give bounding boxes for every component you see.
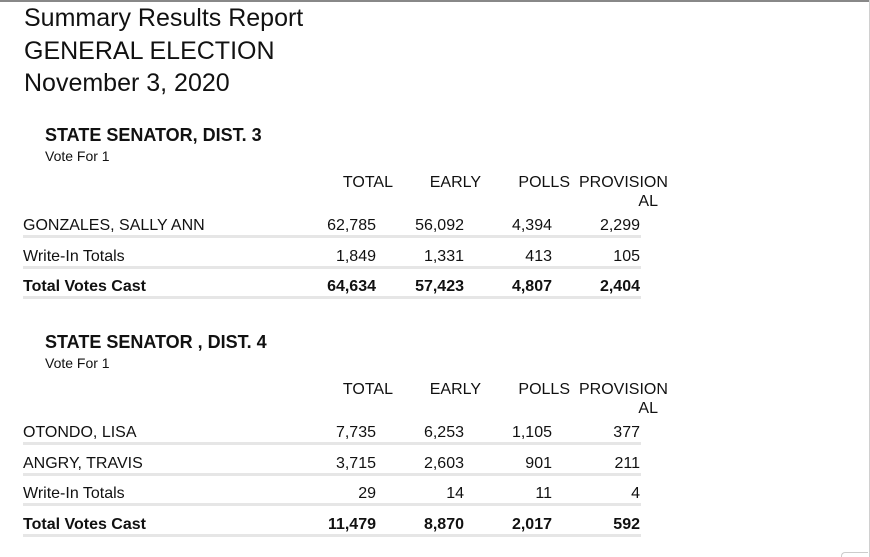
early-votes: 1,331	[423, 248, 464, 265]
candidate-name: OTONDO, LISA	[23, 424, 137, 441]
provisional-votes: 211	[614, 455, 640, 472]
provisional-votes: 105	[613, 248, 640, 265]
election-name: GENERAL ELECTION	[24, 37, 275, 65]
column-header-polls: POLLS	[518, 381, 570, 398]
early-votes: 6,253	[423, 424, 464, 441]
row-divider	[23, 473, 641, 476]
vote-for-label: Vote For 1	[45, 148, 110, 164]
row-divider	[23, 503, 641, 506]
total-votes: 64,634	[327, 278, 376, 295]
column-header-polls: POLLS	[518, 174, 570, 191]
column-header-provisional-wrap: AL	[638, 193, 658, 210]
column-header-total: TOTAL	[342, 174, 393, 191]
early-votes: 57,423	[415, 278, 464, 295]
provisional-votes: 2,299	[599, 217, 640, 234]
column-header-total: TOTAL	[342, 381, 393, 398]
candidate-name: GONZALES, SALLY ANN	[23, 217, 205, 234]
total-votes: 1,849	[335, 248, 376, 265]
polls-votes: 11	[535, 485, 552, 502]
polls-votes: 4,807	[511, 278, 552, 295]
provisional-votes: 2,404	[599, 278, 640, 295]
row-divider	[23, 266, 641, 269]
column-header-provisional: PROVISION	[579, 174, 668, 191]
row-divider	[23, 534, 641, 537]
total-votes: 7,735	[335, 424, 376, 441]
provisional-votes: 377	[613, 424, 640, 441]
polls-votes: 413	[525, 248, 552, 265]
early-votes: 2,603	[423, 455, 464, 472]
polls-votes: 1,105	[511, 424, 552, 441]
total-votes: 11,479	[327, 516, 376, 533]
total-label: Total Votes Cast	[23, 516, 146, 533]
column-header-early: EARLY	[429, 381, 481, 398]
provisional-votes: 592	[613, 516, 640, 533]
total-votes: 62,785	[327, 217, 376, 234]
race-title: STATE SENATOR, DIST. 3	[45, 125, 262, 145]
report-title: Summary Results Report	[24, 4, 304, 32]
row-divider	[23, 442, 641, 445]
early-votes: 14	[446, 485, 464, 502]
polls-votes: 4,394	[511, 217, 552, 234]
candidate-name: Write-In Totals	[23, 248, 125, 265]
polls-votes: 2,017	[511, 516, 552, 533]
provisional-votes: 4	[631, 485, 640, 502]
polls-votes: 901	[525, 455, 552, 472]
vote-for-label: Vote For 1	[45, 355, 110, 371]
early-votes: 56,092	[415, 217, 464, 234]
row-divider	[23, 235, 641, 238]
total-label: Total Votes Cast	[23, 278, 146, 295]
early-votes: 8,870	[423, 516, 464, 533]
column-header-provisional-wrap: AL	[638, 400, 658, 417]
column-header-provisional: PROVISION	[579, 381, 668, 398]
total-votes: 3,715	[335, 455, 376, 472]
race-title: STATE SENATOR , DIST. 4	[45, 332, 267, 352]
page-corner	[841, 552, 868, 557]
election-date: November 3, 2020	[24, 69, 230, 97]
candidate-name: ANGRY, TRAVIS	[23, 455, 143, 472]
candidate-name: Write-In Totals	[23, 485, 125, 502]
row-divider	[23, 296, 641, 299]
column-header-early: EARLY	[429, 174, 481, 191]
total-votes: 29	[358, 485, 376, 502]
top-border	[0, 0, 870, 2]
